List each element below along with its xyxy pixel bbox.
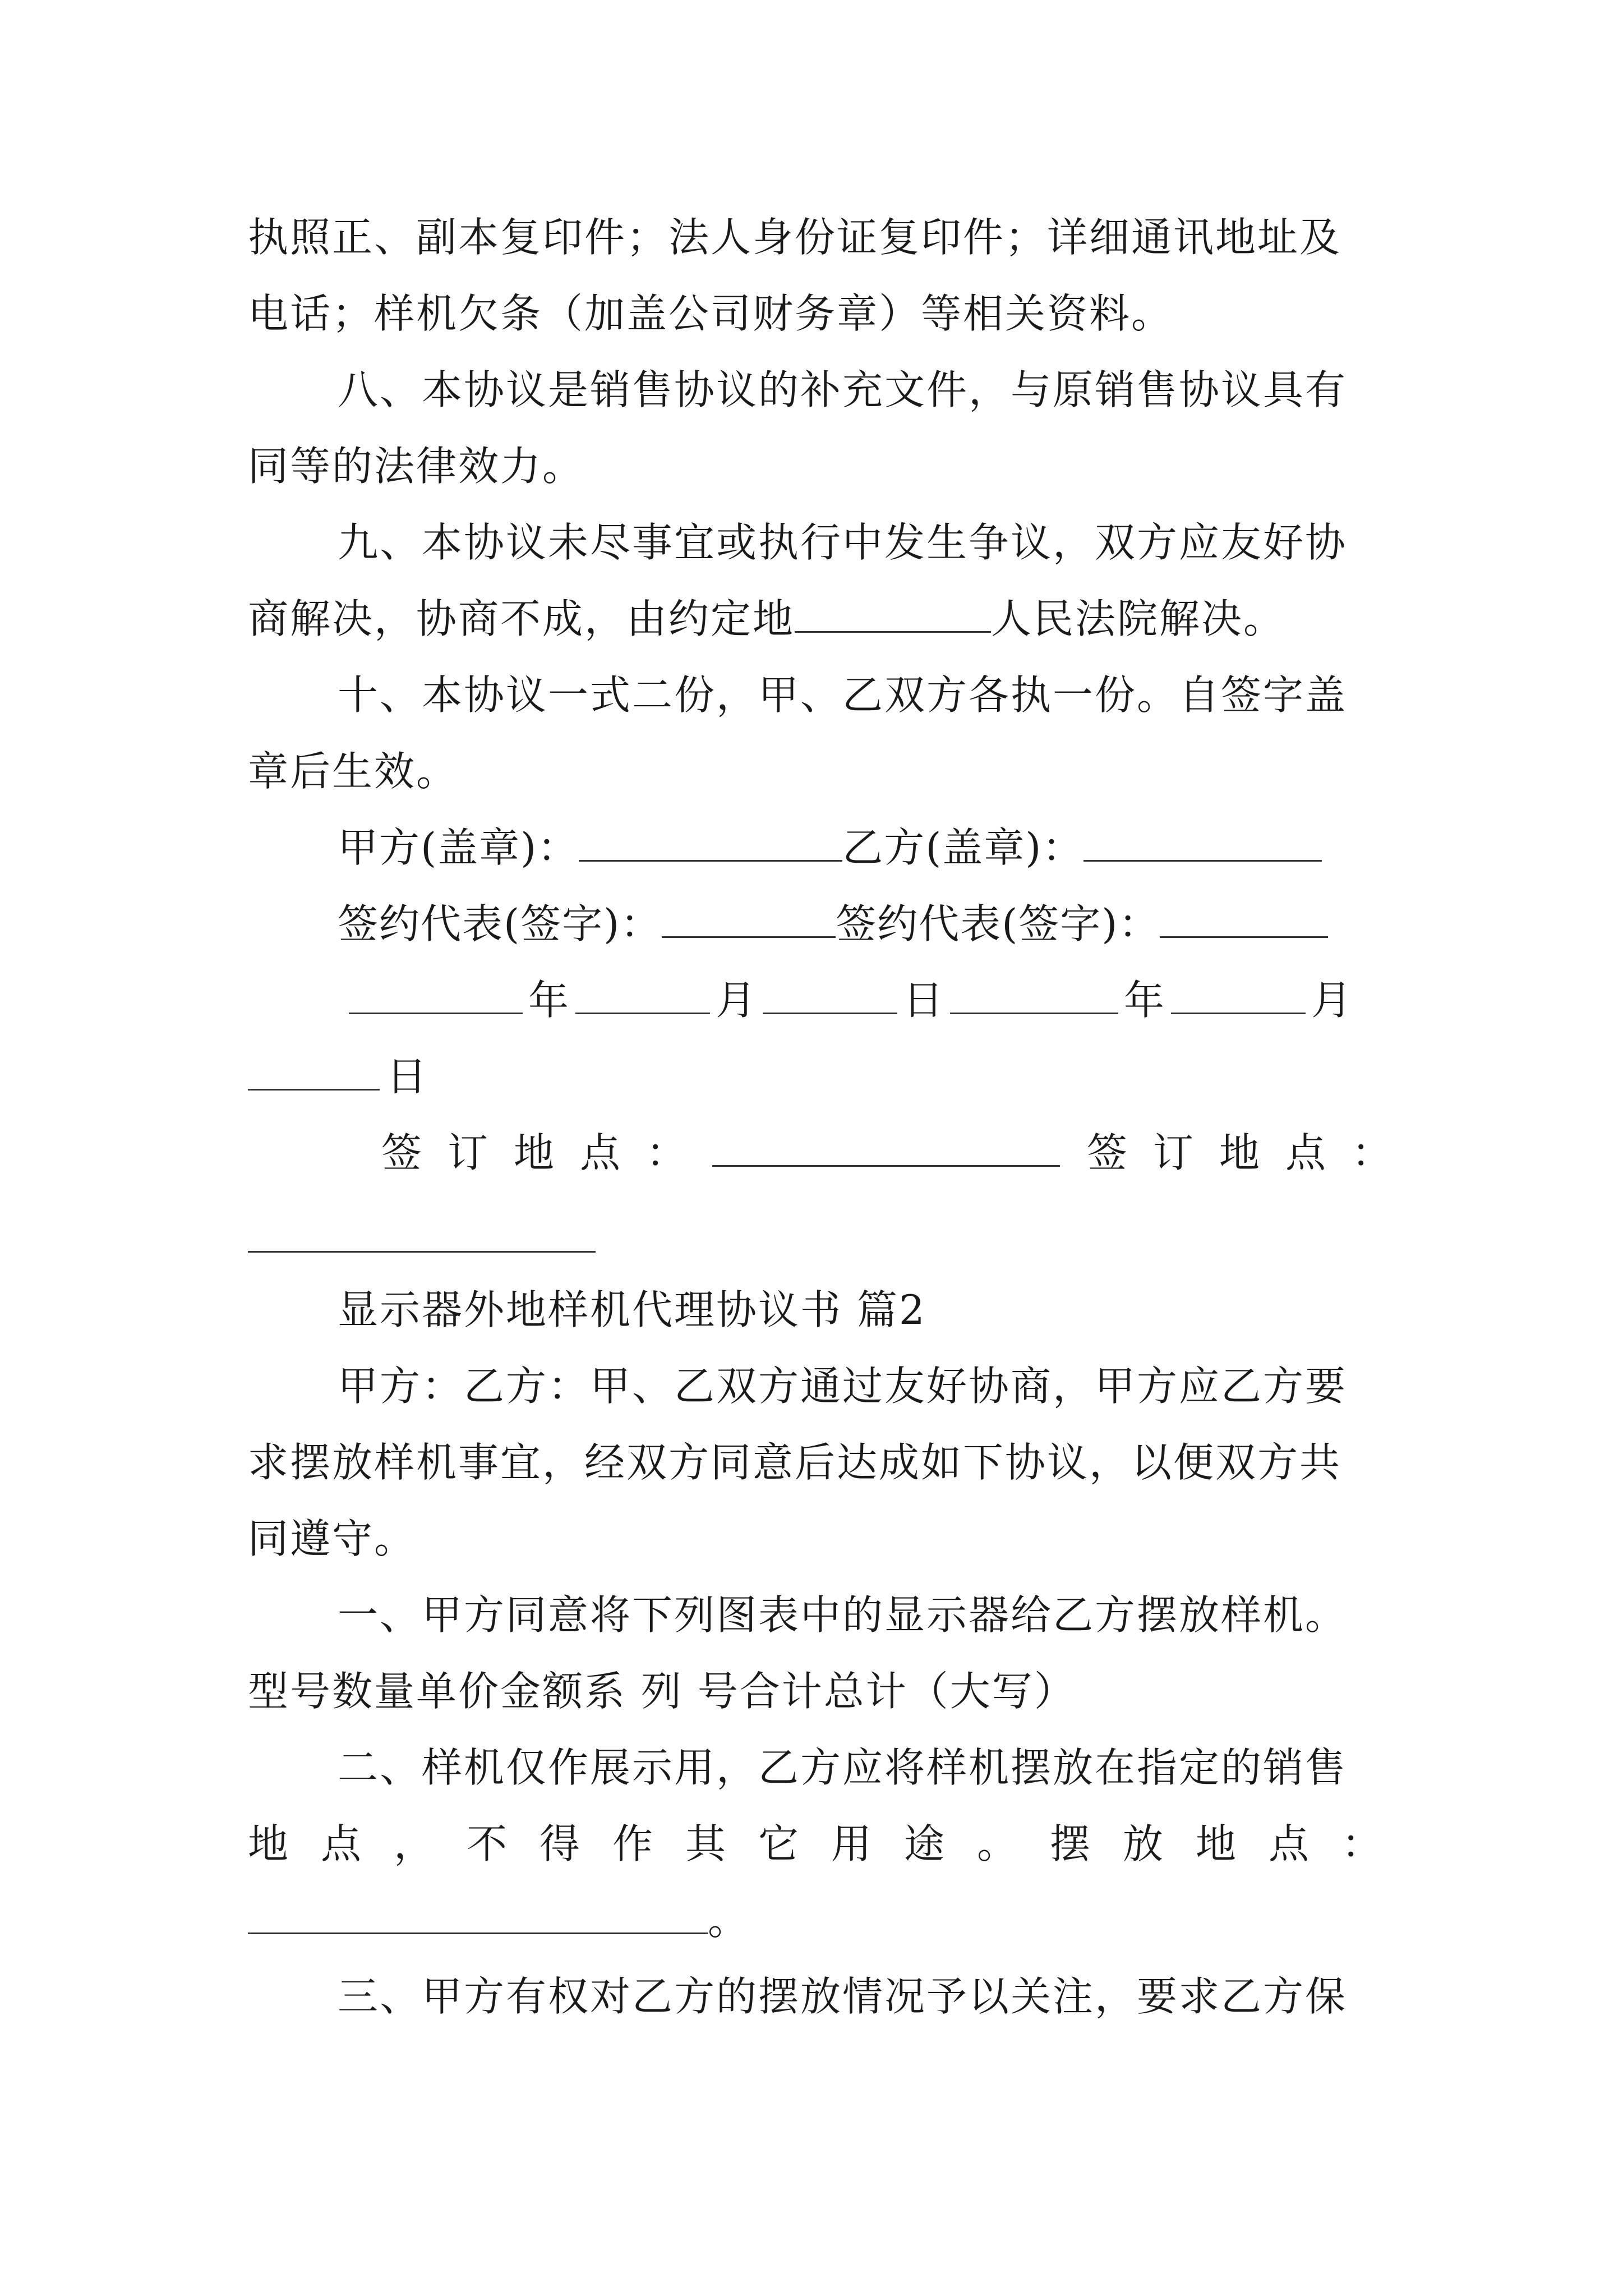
clause-one: 一、甲方同意将下列图表中的显示器给乙方摆放样机。 bbox=[338, 1591, 1348, 1639]
paragraph-line: 执照正、副本复印件；法人身份证复印件；详细通讯地址及 bbox=[248, 214, 1342, 261]
clause-ten: 十、本协议一式二份，甲、乙双方各执一份。自签字盖 bbox=[338, 671, 1348, 719]
party-a-seal-label: 甲方(盖章)： bbox=[338, 824, 579, 871]
day-blank-b bbox=[248, 1050, 380, 1091]
paragraph-line bbox=[248, 591, 1381, 647]
sign-place-label-a: 签订地点： bbox=[381, 1129, 713, 1176]
placement-location-blank bbox=[248, 1893, 708, 1934]
paragraph-line: 求摆放样机事宜，经双方同意后达成如下协议，以便双方共 bbox=[248, 1439, 1342, 1486]
clause-nine-text-b: 人民法院解决。 bbox=[991, 595, 1286, 642]
month-blank-b bbox=[1171, 973, 1306, 1014]
clause-two: 二、样机仅作展示用，乙方应将样机摆放在指定的销售 bbox=[338, 1744, 1348, 1791]
party-b-rep-label: 签约代表(签字)： bbox=[836, 900, 1160, 947]
party-a-rep-label: 签约代表(签字)： bbox=[338, 900, 662, 947]
clause-nine: 九、本协议未尽事宜或执行中发生争议，双方应友好协 bbox=[338, 519, 1348, 566]
paragraph-line: 同等的法律效力。 bbox=[248, 443, 585, 490]
table-header-text: 型号数量单价金额系 列 号合计总计（大写） bbox=[248, 1668, 1076, 1715]
section-title: 显示器外地样机代理协议书 篇2 bbox=[338, 1286, 926, 1333]
party-b-rep-blank bbox=[1160, 897, 1328, 938]
representative-row bbox=[338, 896, 1381, 952]
year-blank-b bbox=[950, 973, 1118, 1014]
paragraph-line: 地点，不得作其它用途。摆放地点： bbox=[248, 1820, 1415, 1867]
period: 。 bbox=[708, 1897, 750, 1944]
month-label-b: 月 bbox=[1311, 977, 1353, 1024]
paragraph-line: 章后生效。 bbox=[248, 748, 459, 795]
party-a-seal-blank bbox=[579, 821, 842, 862]
clause-eight: 八、本协议是销售协议的补充文件，与原销售协议具有 bbox=[338, 366, 1348, 413]
party-a-rep-blank bbox=[662, 897, 836, 938]
month-label-a: 月 bbox=[716, 977, 758, 1024]
sign-place-blank-b bbox=[248, 1251, 596, 1253]
placement-location-row bbox=[248, 1892, 1381, 1948]
paragraph-line: 电话；样机欠条（加盖公司财务章）等相关资料。 bbox=[248, 290, 1174, 337]
clause-three: 三、甲方有权对乙方的摆放情况予以关注，要求乙方保 bbox=[338, 1973, 1348, 2020]
year-blank-a bbox=[349, 973, 523, 1014]
day-label-a: 日 bbox=[903, 977, 945, 1024]
day-label-b: 日 bbox=[386, 1053, 428, 1100]
sign-place-row bbox=[381, 1125, 1418, 1181]
date-row-continued bbox=[248, 1048, 1381, 1105]
year-label-a: 年 bbox=[528, 977, 570, 1024]
paragraph-line: 甲方：乙方：甲、乙双方通过友好协商，甲方应乙方要 bbox=[338, 1363, 1348, 1410]
sign-place-blank-a bbox=[712, 1126, 1060, 1167]
day-blank-a bbox=[763, 973, 897, 1014]
party-b-seal-label: 乙方(盖章)： bbox=[842, 824, 1084, 871]
month-blank-a bbox=[575, 973, 710, 1014]
sign-place-label-b: 签订地点： bbox=[1087, 1129, 1418, 1176]
date-row bbox=[349, 972, 1392, 1028]
party-b-seal-blank bbox=[1083, 821, 1322, 862]
court-location-blank bbox=[795, 592, 991, 633]
paragraph-line: 同遵守。 bbox=[248, 1515, 417, 1562]
clause-nine-text-a: 商解决，协商不成，由约定地 bbox=[248, 595, 795, 642]
year-label-b: 年 bbox=[1124, 977, 1166, 1024]
seal-row bbox=[338, 820, 1381, 876]
